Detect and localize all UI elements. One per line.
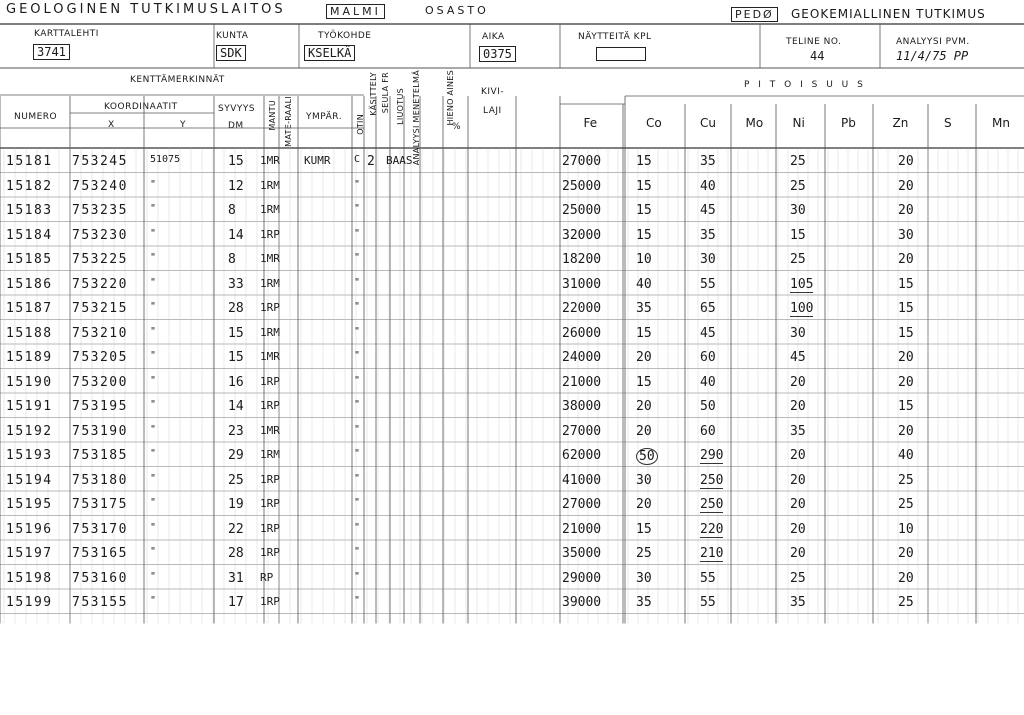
cell-numero: 15183 xyxy=(6,203,53,218)
cell-zn: 20 xyxy=(898,546,914,561)
cell-otin: C xyxy=(354,154,361,165)
cell-y: " xyxy=(150,301,157,312)
cell-otin: " xyxy=(354,546,361,557)
cell-mat: 1MR xyxy=(260,154,280,167)
element-header-s: S xyxy=(944,116,952,130)
cell-ni: 105 xyxy=(790,276,814,292)
cell-mat: 1RP xyxy=(260,399,280,412)
cell-numero: 15188 xyxy=(6,325,53,341)
lab-name: GEOKEMIALLINEN TUTKIMUS xyxy=(791,7,986,21)
syvyys-header: SYVYYS xyxy=(218,104,256,114)
karttalehti-label: KARTTALEHTI xyxy=(34,29,99,39)
cell-cu: 45 xyxy=(700,203,716,218)
aika-label: AIKA xyxy=(482,32,505,42)
cell-otin: " xyxy=(354,595,361,606)
cell-y: " xyxy=(150,276,157,288)
cell-fe: 25000 xyxy=(562,178,602,194)
cell-y: " xyxy=(150,227,157,239)
cell-mat: 1RP xyxy=(260,472,280,486)
cell-fe: 27000 xyxy=(562,154,602,169)
cell-fe: 27000 xyxy=(562,423,602,439)
cell-cu: 55 xyxy=(700,276,716,292)
cell-mat: 1RP xyxy=(260,595,280,608)
cell-x: 753195 xyxy=(72,399,128,414)
cell-syv: 15 xyxy=(228,154,244,169)
element-header-mn: Mn xyxy=(992,116,1010,130)
cell-fe: 21000 xyxy=(562,374,602,390)
cell-numero: 15199 xyxy=(6,595,53,610)
cell-co: 15 xyxy=(636,521,652,537)
cell-otin: " xyxy=(354,570,361,582)
cell-zn: 25 xyxy=(898,472,914,488)
cell-otin: " xyxy=(354,276,361,288)
cell-cu: 250 xyxy=(700,472,724,488)
cell-x: 753205 xyxy=(72,350,128,365)
otin-header: OTIN xyxy=(356,114,365,135)
cell-fe: 22000 xyxy=(562,301,602,316)
cell-co: 15 xyxy=(636,374,652,390)
cell-otin: " xyxy=(354,301,361,312)
cell-ni: 30 xyxy=(790,325,806,341)
kasittely-header: KÄSITTELY xyxy=(369,72,378,116)
cell-mat: 1RM xyxy=(260,178,280,192)
cell-zn: 20 xyxy=(898,154,914,169)
cell-co: 15 xyxy=(636,325,652,341)
institute-title: GEOLOGINEN TUTKIMUSLAITOS xyxy=(6,2,286,17)
cell-liu: BAAS xyxy=(386,154,413,167)
cell-ni: 30 xyxy=(790,203,806,218)
cell-y: 51075 xyxy=(150,154,181,165)
cell-mat: 1RP xyxy=(260,301,280,314)
cell-syv: 14 xyxy=(228,399,244,414)
cell-fe: 25000 xyxy=(562,203,602,218)
cell-cu: 220 xyxy=(700,521,724,537)
cell-numero: 15190 xyxy=(6,374,53,390)
cell-otin: " xyxy=(354,448,361,459)
cell-zn: 10 xyxy=(898,521,914,537)
cell-co: 15 xyxy=(636,178,652,194)
cell-mat: 1RM xyxy=(260,325,280,339)
cell-otin: " xyxy=(354,521,361,533)
kentta-header: KENTTÄMERKINNÄT xyxy=(130,75,225,85)
cell-cu: 250 xyxy=(700,497,724,512)
cell-numero: 15185 xyxy=(6,252,53,267)
seula-header: SEULA FR xyxy=(381,72,390,114)
kunta-value: SDK xyxy=(216,45,246,61)
cell-fe: 35000 xyxy=(562,546,602,561)
cell-syv: 8 xyxy=(228,203,236,218)
cell-zn: 25 xyxy=(898,497,914,512)
cell-y: " xyxy=(150,521,157,533)
cell-zn: 20 xyxy=(898,350,914,365)
cell-y: " xyxy=(150,546,157,557)
department-code: MALMI xyxy=(326,4,385,19)
cell-mat: 1RM xyxy=(260,448,280,461)
cell-x: 753185 xyxy=(72,448,128,463)
cell-mat: 1MR xyxy=(260,423,280,437)
cell-zn: 20 xyxy=(898,423,914,439)
cell-co: 25 xyxy=(636,546,652,561)
cell-mat: 1RP xyxy=(260,497,280,510)
cell-y: " xyxy=(150,374,157,386)
cell-zn: 15 xyxy=(898,276,914,292)
cell-zn: 20 xyxy=(898,374,914,390)
cell-otin: " xyxy=(354,252,361,263)
cell-ni: 25 xyxy=(790,154,806,169)
cell-x: 753235 xyxy=(72,203,128,218)
liuotus-header: LIUOTUS xyxy=(396,88,405,125)
cell-numero: 15194 xyxy=(6,472,53,488)
analyysi-label: ANALYYSI PVM. xyxy=(896,37,970,47)
cell-numero: 15184 xyxy=(6,227,53,243)
cell-x: 753210 xyxy=(72,325,128,341)
cell-syv: 16 xyxy=(228,374,244,390)
cell-y: " xyxy=(150,325,157,337)
cell-cu: 35 xyxy=(700,154,716,169)
cell-ni: 20 xyxy=(790,546,806,561)
numero-header: NUMERO xyxy=(14,112,58,122)
cell-ni: 100 xyxy=(790,301,814,316)
teline-value: 44 xyxy=(810,49,825,63)
cell-otin: " xyxy=(354,497,361,508)
cell-fe: 31000 xyxy=(562,276,602,292)
cell-cu: 30 xyxy=(700,252,716,267)
cell-x: 753180 xyxy=(72,472,128,488)
cell-zn: 40 xyxy=(898,448,914,463)
mantu-header: MANTU xyxy=(268,100,277,131)
cell-co: 40 xyxy=(636,276,652,292)
cell-syv: 15 xyxy=(228,350,244,365)
cell-numero: 15182 xyxy=(6,178,53,194)
cell-ni: 15 xyxy=(790,227,806,243)
cell-numero: 15189 xyxy=(6,350,53,365)
cell-mat: 1RM xyxy=(260,276,280,290)
cell-numero: 15195 xyxy=(6,497,53,512)
cell-cu: 60 xyxy=(700,350,716,365)
cell-co: 30 xyxy=(636,570,652,586)
cell-cu: 55 xyxy=(700,595,716,610)
cell-syv: 25 xyxy=(228,472,244,488)
department-label: OSASTO xyxy=(425,4,489,17)
cell-co: 15 xyxy=(636,227,652,243)
cell-co: 20 xyxy=(636,423,652,439)
cell-y: " xyxy=(150,448,157,459)
cell-co: 30 xyxy=(636,472,652,488)
element-header-mo: Mo xyxy=(745,116,764,130)
cell-ni: 35 xyxy=(790,595,806,610)
cell-syv: 23 xyxy=(228,423,244,439)
cell-syv: 8 xyxy=(228,252,236,267)
dm-header: DM xyxy=(228,121,244,131)
element-header-co: Co xyxy=(646,116,662,130)
cell-x: 753170 xyxy=(72,521,128,537)
cell-ni: 35 xyxy=(790,423,806,439)
cell-fe: 32000 xyxy=(562,227,602,243)
cell-numero: 15197 xyxy=(6,546,53,561)
cell-ni: 20 xyxy=(790,497,806,512)
cell-ni: 20 xyxy=(790,448,806,463)
cell-zn: 25 xyxy=(898,595,914,610)
cell-co: 35 xyxy=(636,301,652,316)
cell-zn: 20 xyxy=(898,252,914,267)
tyokohde-value: KSELKÄ xyxy=(304,45,355,61)
cell-y: " xyxy=(150,350,157,361)
cell-cu: 55 xyxy=(700,570,716,586)
cell-fe: 38000 xyxy=(562,399,602,414)
cell-syv: 33 xyxy=(228,276,244,292)
cell-numero: 15187 xyxy=(6,301,53,316)
cell-mat: 1RP xyxy=(260,546,280,559)
nayte-label: NÄYTTEITÄ KPL xyxy=(578,32,652,42)
cell-x: 753190 xyxy=(72,423,128,439)
cell-x: 753225 xyxy=(72,252,128,267)
cell-y: " xyxy=(150,472,157,484)
cell-fe: 41000 xyxy=(562,472,602,488)
cell-co: 10 xyxy=(636,252,652,267)
teline-label: TELINE NO. xyxy=(786,37,842,47)
cell-x: 753215 xyxy=(72,301,128,316)
kunta-label: KUNTA xyxy=(216,31,249,41)
cell-syv: 19 xyxy=(228,497,244,512)
cell-cu: 45 xyxy=(700,325,716,341)
cell-x: 753155 xyxy=(72,595,128,610)
cell-otin: " xyxy=(354,325,361,337)
cell-ni: 20 xyxy=(790,399,806,414)
cell-y: " xyxy=(150,423,157,435)
cell-cu: 210 xyxy=(700,546,724,561)
cell-numero: 15198 xyxy=(6,570,53,586)
cell-fe: 62000 xyxy=(562,448,602,463)
cell-co: 20 xyxy=(636,497,652,512)
cell-mat: 1MR xyxy=(260,350,280,363)
cell-ni: 25 xyxy=(790,178,806,194)
cell-otin: " xyxy=(354,203,361,214)
cell-y: " xyxy=(150,252,157,263)
cell-otin: " xyxy=(354,227,361,239)
cell-fe: 24000 xyxy=(562,350,602,365)
cell-x: 753175 xyxy=(72,497,128,512)
cell-otin: " xyxy=(354,374,361,386)
cell-zn: 15 xyxy=(898,301,914,316)
element-header-cu: Cu xyxy=(700,116,716,130)
cell-ni: 25 xyxy=(790,252,806,267)
cell-x: 753245 xyxy=(72,154,128,169)
cell-syv: 31 xyxy=(228,570,244,586)
cell-syv: 17 xyxy=(228,595,244,610)
cell-y: " xyxy=(150,399,157,410)
cell-ni: 20 xyxy=(790,472,806,488)
cell-zn: 30 xyxy=(898,227,914,243)
element-header-ni: Ni xyxy=(792,116,805,130)
cell-ni: 45 xyxy=(790,350,806,365)
cell-fe: 39000 xyxy=(562,595,602,610)
analyysi-value: 11/4/75 PP xyxy=(896,49,969,63)
cell-ymp: KUMR xyxy=(304,154,331,167)
cell-y: " xyxy=(150,570,157,582)
cell-numero: 15196 xyxy=(6,521,53,537)
cell-fe: 21000 xyxy=(562,521,602,537)
karttalehti-value: 3741 xyxy=(33,44,70,60)
cell-cu: 290 xyxy=(700,448,724,463)
cell-ni: 20 xyxy=(790,521,806,537)
percent-header: % xyxy=(452,122,462,132)
laji-header: LAJI xyxy=(483,106,502,116)
cell-otin: " xyxy=(354,350,361,361)
ympar-header: YMPÄR. xyxy=(306,112,343,122)
cell-x: 753230 xyxy=(72,227,128,243)
cell-y: " xyxy=(150,203,157,214)
cell-syv: 12 xyxy=(228,178,244,194)
tyokohde-label: TYÖKOHDE xyxy=(318,31,372,41)
cell-syv: 29 xyxy=(228,448,244,463)
cell-syv: 22 xyxy=(228,521,244,537)
cell-kas: 2 xyxy=(367,154,375,169)
cell-otin: " xyxy=(354,178,361,190)
cell-fe: 27000 xyxy=(562,497,602,512)
cell-co: 15 xyxy=(636,203,652,218)
cell-fe: 26000 xyxy=(562,325,602,341)
cell-cu: 40 xyxy=(700,178,716,194)
cell-co: 50 xyxy=(636,448,658,465)
cell-co: 20 xyxy=(636,399,652,414)
cell-zn: 15 xyxy=(898,325,914,341)
cell-otin: " xyxy=(354,472,361,484)
cell-y: " xyxy=(150,497,157,508)
kivi-header: KIVI- xyxy=(481,87,505,97)
x-header: X xyxy=(108,120,115,130)
element-header-pb: Pb xyxy=(841,116,856,130)
cell-co: 35 xyxy=(636,595,652,610)
koordinaatit-header: KOORDINAATIT xyxy=(104,102,178,112)
cell-x: 753160 xyxy=(72,570,128,586)
cell-ni: 20 xyxy=(790,374,806,390)
cell-ni: 25 xyxy=(790,570,806,586)
cell-mat: RP xyxy=(260,570,274,584)
cell-x: 753220 xyxy=(72,276,128,292)
y-header: Y xyxy=(180,120,186,130)
cell-mat: 1RP xyxy=(260,521,280,535)
cell-cu: 40 xyxy=(700,374,716,390)
cell-numero: 15186 xyxy=(6,276,53,292)
cell-cu: 35 xyxy=(700,227,716,243)
cell-x: 753200 xyxy=(72,374,128,390)
cell-otin: " xyxy=(354,423,361,435)
cell-cu: 60 xyxy=(700,423,716,439)
cell-cu: 50 xyxy=(700,399,716,414)
cell-fe: 29000 xyxy=(562,570,602,586)
cell-y: " xyxy=(150,178,157,190)
cell-cu: 65 xyxy=(700,301,716,316)
cell-x: 753165 xyxy=(72,546,128,561)
cell-zn: 20 xyxy=(898,203,914,218)
cell-numero: 15181 xyxy=(6,154,53,169)
cell-mat: 1RP xyxy=(260,227,280,241)
cell-syv: 15 xyxy=(228,325,244,341)
cell-numero: 15193 xyxy=(6,448,53,463)
cell-zn: 15 xyxy=(898,399,914,414)
cell-mat: 1MR xyxy=(260,252,280,265)
element-header-fe: Fe xyxy=(583,116,598,130)
cell-numero: 15192 xyxy=(6,423,53,439)
cell-zn: 20 xyxy=(898,178,914,194)
cell-mat: 1RM xyxy=(260,203,280,216)
element-header-zn: Zn xyxy=(892,116,909,130)
cell-syv: 28 xyxy=(228,301,244,316)
cell-otin: " xyxy=(354,399,361,410)
cell-fe: 18200 xyxy=(562,252,602,267)
cell-x: 753240 xyxy=(72,178,128,194)
cell-syv: 28 xyxy=(228,546,244,561)
cell-mat: 1RP xyxy=(260,374,280,388)
hieno-header: HIENO AINES xyxy=(446,70,455,126)
pitoisuus-header: P I T O I S U U S xyxy=(744,80,866,90)
cell-syv: 14 xyxy=(228,227,244,243)
cell-co: 15 xyxy=(636,154,652,169)
cell-numero: 15191 xyxy=(6,399,53,414)
cell-co: 20 xyxy=(636,350,652,365)
aika-value: 0375 xyxy=(479,46,516,62)
cell-zn: 20 xyxy=(898,570,914,586)
lab-code: PEDØ xyxy=(731,7,778,22)
materiaali-header: MATE-RAALI xyxy=(284,96,293,147)
cell-y: " xyxy=(150,595,157,606)
analyysi-men-header: ANALYYSI MENETELMÄ xyxy=(412,70,421,166)
